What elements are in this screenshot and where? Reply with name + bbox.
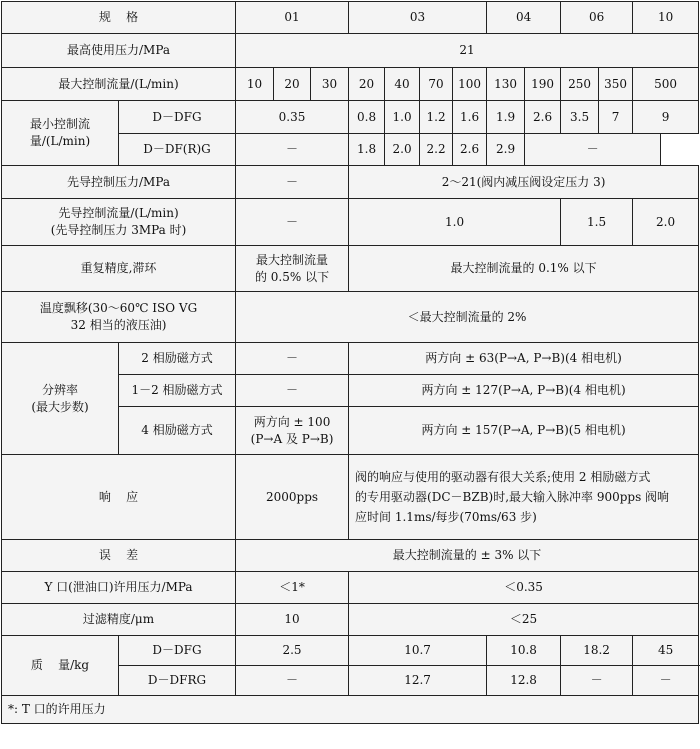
size-03: 03 xyxy=(349,2,487,34)
size-04: 04 xyxy=(487,2,561,34)
mass-label: 质 量/kg xyxy=(2,636,119,696)
table-cell: 10 xyxy=(236,604,349,636)
pilot-flow-label-line2: (先导控制压力 3MPa 时) xyxy=(50,223,187,237)
max-pressure-row xyxy=(2,34,699,68)
min-flow-dfg-row xyxy=(2,101,699,134)
table-cell: 10.8 xyxy=(487,636,561,666)
response-row xyxy=(2,455,699,540)
resolution-mode: 4 相励磁方式 xyxy=(119,407,236,455)
temp-label-line2: 32 相当的液压油) xyxy=(70,318,167,332)
table-cell: 250 xyxy=(561,68,599,101)
table-cell: 2.0 xyxy=(633,199,699,246)
footnote: *: T 口的许用压力 xyxy=(2,696,699,724)
table-cell: 100 xyxy=(453,68,487,101)
min-flow-dfrg-label: D－DF(R)G xyxy=(119,134,236,166)
table-cell: 1.2 xyxy=(420,101,453,134)
y-port-label: Y 口(泄油口)许用压力/MPa xyxy=(2,572,236,604)
error-row xyxy=(2,540,699,572)
table-cell: 2.9 xyxy=(487,134,525,166)
table-cell: 7 xyxy=(599,101,633,134)
resolution-mode: 1－2 相励磁方式 xyxy=(119,375,236,407)
response-label: 响 应 xyxy=(2,455,236,540)
table-cell: ＜1* xyxy=(236,572,349,604)
table-cell: 1.5 xyxy=(561,199,633,246)
header-row xyxy=(2,2,699,34)
resolution-4phase-line2: (P→A 及 P→B) xyxy=(250,431,334,446)
table-cell: 1.0 xyxy=(349,199,561,246)
footnote-row xyxy=(2,696,699,724)
table-cell: 12.7 xyxy=(349,666,487,696)
resolution-label-line1: 分辨率 xyxy=(41,382,78,397)
error-label: 误 差 xyxy=(2,540,236,572)
table-cell: 最大控制流量的 0.1% 以下 xyxy=(349,246,699,292)
y-port-row xyxy=(2,572,699,604)
table-cell: 1.0 xyxy=(385,101,420,134)
table-cell: 1.9 xyxy=(487,101,525,134)
table-cell: ＜0.35 xyxy=(349,572,699,604)
table-cell: 2.5 xyxy=(236,636,349,666)
table-cell: 2.2 xyxy=(420,134,453,166)
table-cell: － xyxy=(236,166,349,199)
resolution-label xyxy=(2,343,119,455)
size-10: 10 xyxy=(633,2,699,34)
filter-label: 过滤精度/μm xyxy=(2,604,236,636)
table-cell: 两方向 ± 63(P→A, P→B)(4 相电机) xyxy=(349,343,699,375)
response-line2: 的专用驱动器(DC－BZB)时,最大输入脉冲率 900pps 阀响 xyxy=(355,490,670,504)
table-cell: 2.0 xyxy=(385,134,420,166)
min-flow-dfg-label: D－DFG xyxy=(119,101,236,134)
temp-label xyxy=(2,292,236,343)
table-cell: － xyxy=(236,343,349,375)
resolution-label-line2: (最大步数) xyxy=(31,399,89,414)
mass-dfg-row xyxy=(2,636,699,666)
table-cell: 130 xyxy=(487,68,525,101)
table-cell: 9 xyxy=(633,101,699,134)
temp-label-line1: 温度飘移(30～60℃ ISO VG xyxy=(39,301,198,315)
table-cell: 45 xyxy=(633,636,699,666)
table-cell: 10.7 xyxy=(349,636,487,666)
resolution-row-1 xyxy=(2,343,699,375)
pilot-flow-label-line1: 先导控制流量/(L/min) xyxy=(58,206,179,220)
table-cell: － xyxy=(236,134,349,166)
table-cell: 70 xyxy=(420,68,453,101)
table-cell: 2.6 xyxy=(525,101,561,134)
mass-dfrg-label: D－DFRG xyxy=(119,666,236,696)
table-cell: 350 xyxy=(599,68,633,101)
max-pressure-label: 最高使用压力/MPa xyxy=(2,34,236,68)
table-cell: 0.35 xyxy=(236,101,349,134)
table-cell: － xyxy=(633,666,699,696)
response-description xyxy=(349,455,699,540)
table-cell: ＜最大控制流量的 2% xyxy=(236,292,699,343)
table-cell: 1.8 xyxy=(349,134,385,166)
table-cell: ＜25 xyxy=(349,604,699,636)
spec-table xyxy=(1,1,699,724)
table-cell: 10 xyxy=(236,68,274,101)
table-cell: 190 xyxy=(525,68,561,101)
repeat-row xyxy=(2,246,699,292)
min-flow-label: 最小控制流量/(L/min) xyxy=(2,101,119,166)
table-cell: 20 xyxy=(274,68,311,101)
size-01: 01 xyxy=(236,2,349,34)
repeat-a-cell xyxy=(236,246,349,292)
response-line1: 阀的响应与使用的驱动器有很大关系;使用 2 相励磁方式 xyxy=(355,470,651,484)
max-flow-label: 最大控制流量/(L/min) xyxy=(2,68,236,101)
repeat-label: 重复精度,滞环 xyxy=(2,246,236,292)
table-cell: 20 xyxy=(349,68,385,101)
table-cell: 两方向 ± 127(P→A, P→B)(4 相电机) xyxy=(349,375,699,407)
response-line3: 应时间 1.1ms/每步(70ms/63 步) xyxy=(355,510,537,524)
table-cell: 30 xyxy=(311,68,349,101)
mass-dfg-label: D－DFG xyxy=(119,636,236,666)
table-cell: 2000pps xyxy=(236,455,349,540)
table-cell: 1.6 xyxy=(453,101,487,134)
max-pressure-value: 21 xyxy=(236,34,699,68)
repeat-a-line2: 的 0.5% 以下 xyxy=(254,269,330,284)
pilot-flow-label xyxy=(2,199,236,246)
resolution-4phase-line1: 两方向 ± 100 xyxy=(253,414,331,429)
pilot-pressure-row xyxy=(2,166,699,199)
table-cell: 最大控制流量的 ± 3% 以下 xyxy=(236,540,699,572)
filter-row xyxy=(2,604,699,636)
pilot-flow-row xyxy=(2,199,699,246)
repeat-a-line1: 最大控制流量 xyxy=(256,252,329,267)
max-flow-row xyxy=(2,68,699,101)
size-06: 06 xyxy=(561,2,633,34)
resolution-mode: 2 相励磁方式 xyxy=(119,343,236,375)
temp-row xyxy=(2,292,699,343)
table-cell: 2.6 xyxy=(453,134,487,166)
spec-header: 规 格 xyxy=(2,2,236,34)
table-cell: － xyxy=(525,134,661,166)
table-cell: 12.8 xyxy=(487,666,561,696)
table-cell: 18.2 xyxy=(561,636,633,666)
table-cell: 3.5 xyxy=(561,101,599,134)
resolution-4phase-cell xyxy=(236,407,349,455)
pilot-pressure-label: 先导控制压力/MPa xyxy=(2,166,236,199)
table-cell: 40 xyxy=(385,68,420,101)
table-cell: 2～21(阀内减压阀设定压力 3) xyxy=(349,166,699,199)
table-cell: 500 xyxy=(633,68,699,101)
table-cell: 两方向 ± 157(P→A, P→B)(5 相电机) xyxy=(349,407,699,455)
table-cell: 0.8 xyxy=(349,101,385,134)
table-cell: － xyxy=(561,666,633,696)
table-cell: － xyxy=(236,375,349,407)
table-cell: － xyxy=(236,199,349,246)
table-cell: － xyxy=(236,666,349,696)
